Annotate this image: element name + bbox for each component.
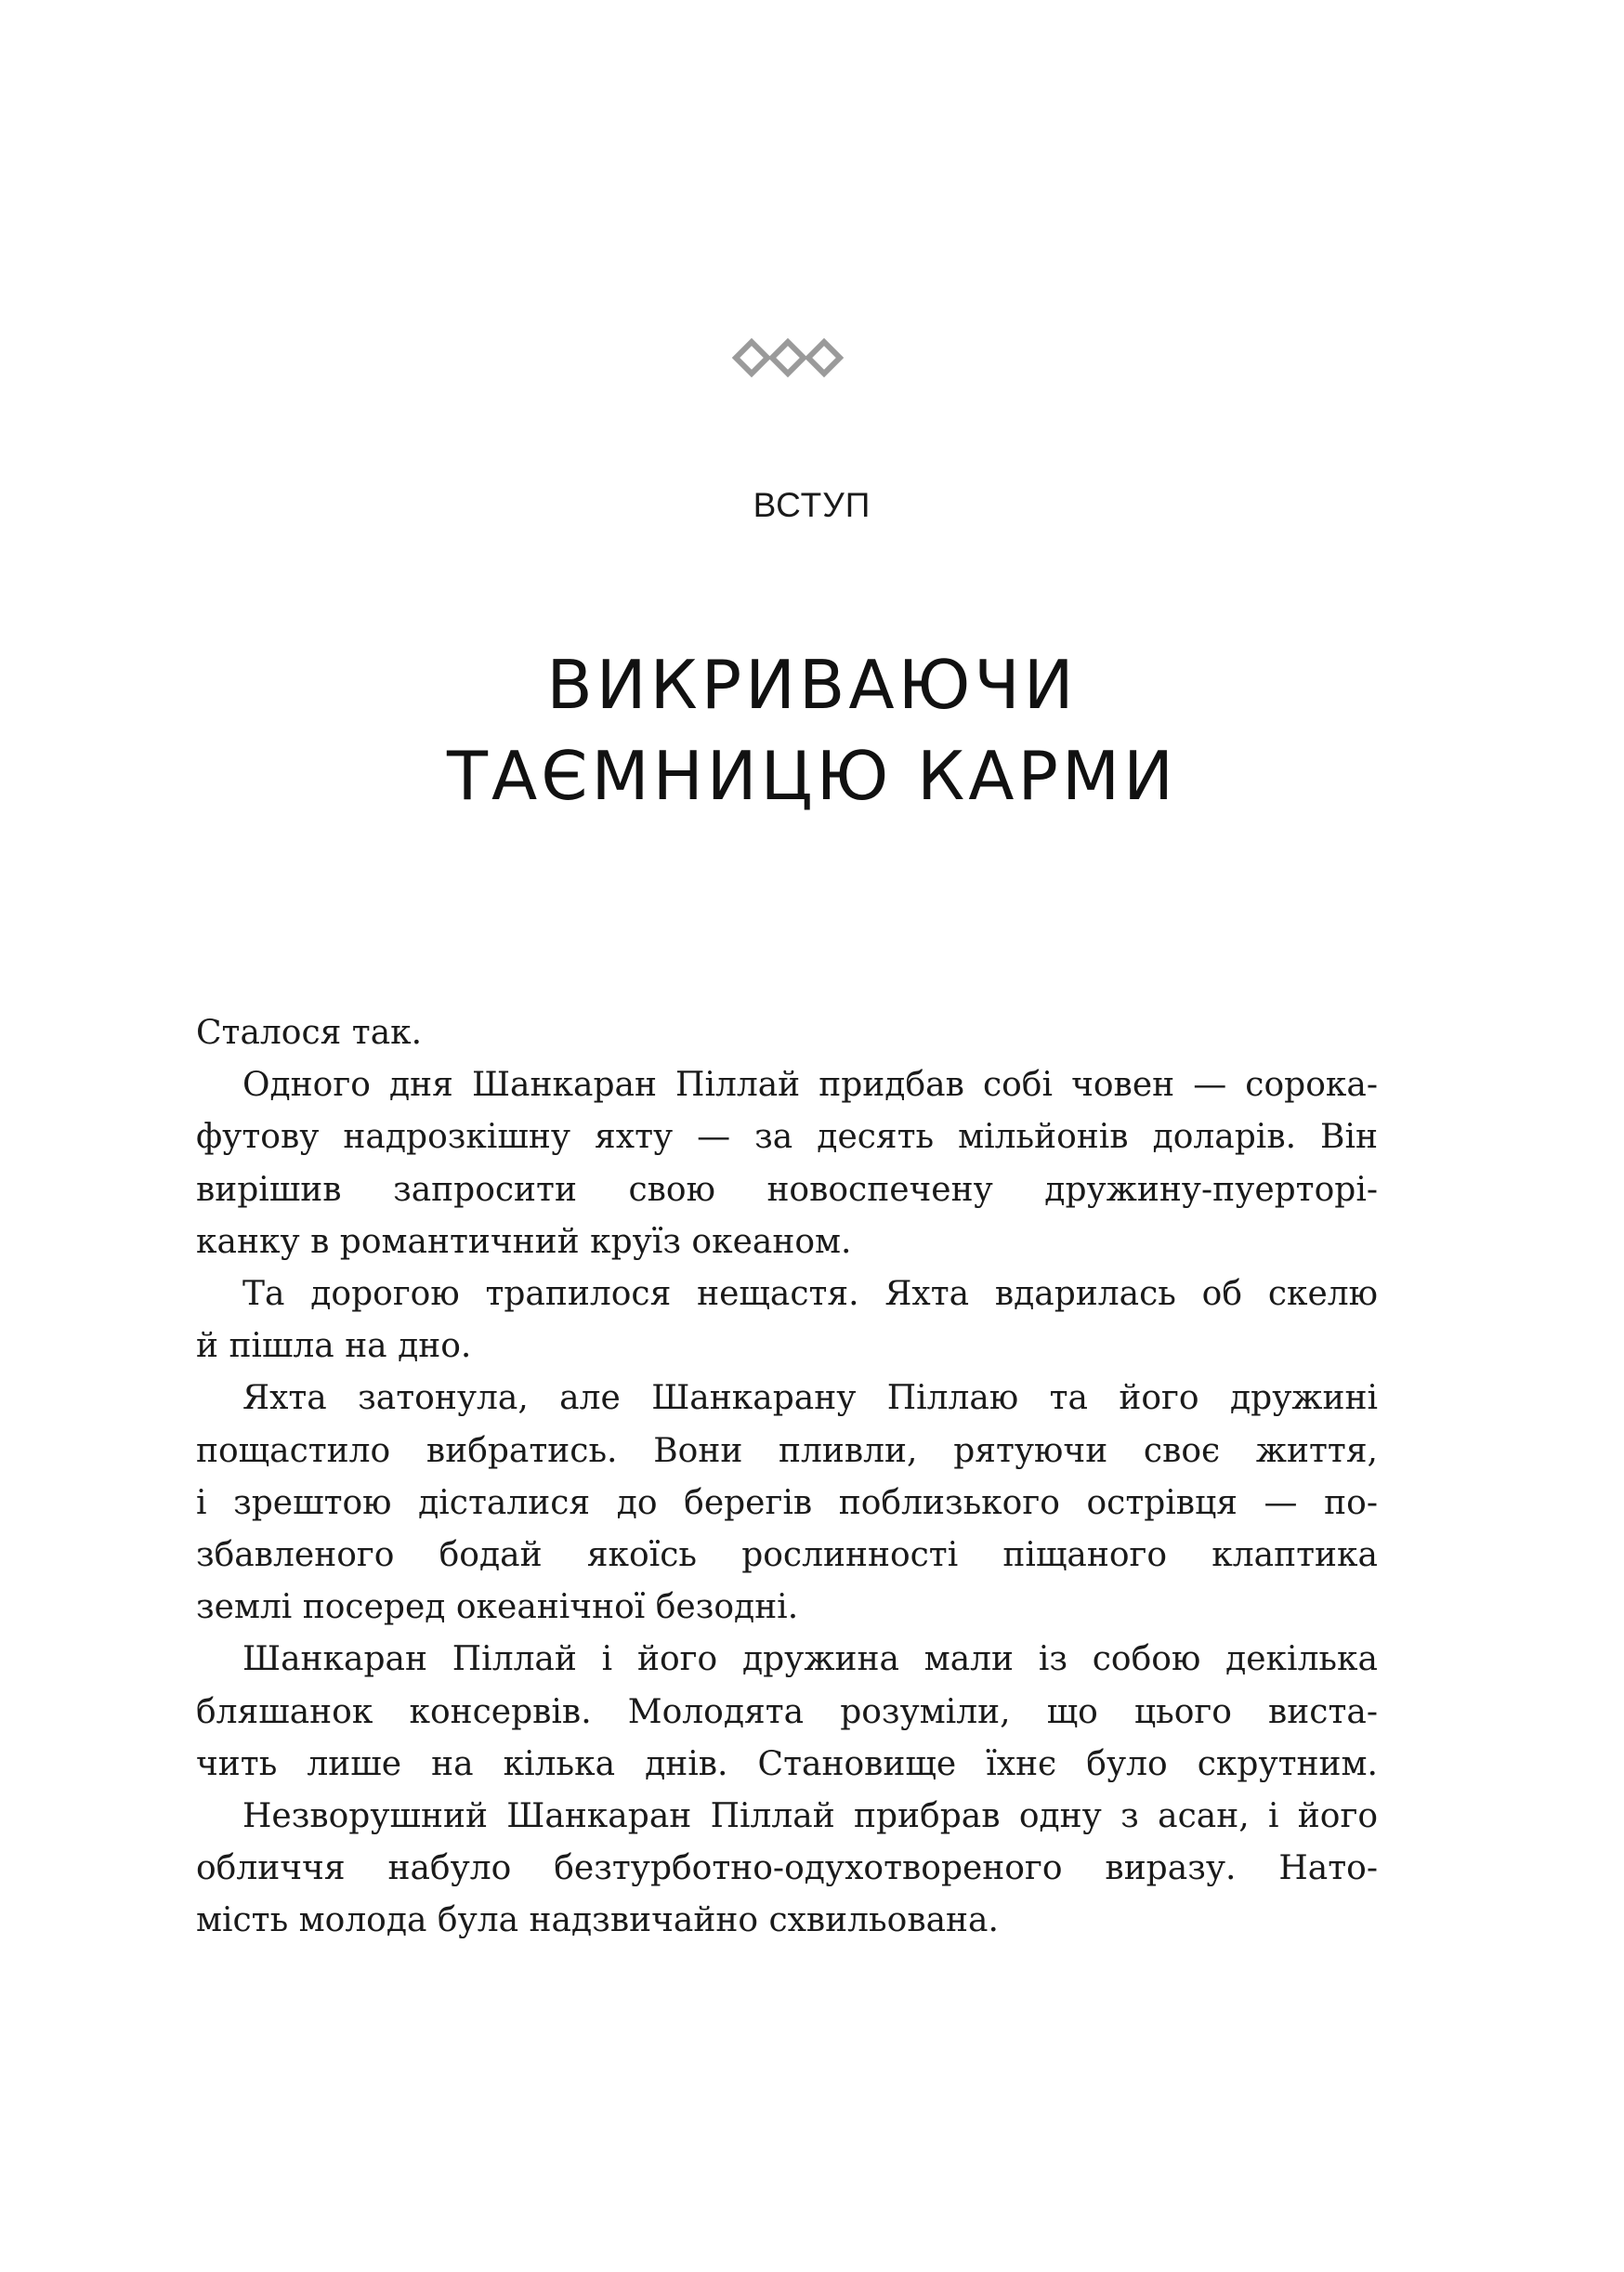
text-line: Та дорогою трапилося нещастя. Яхта вдарилась об скелю bbox=[242, 1275, 1378, 1314]
three-diamonds-ornament-icon bbox=[0, 333, 1624, 383]
text-line: футову надрозкішну яхту — за десять мільйонів доларів. Він bbox=[196, 1118, 1378, 1157]
text-line: й пішла на дно. bbox=[196, 1327, 472, 1366]
text-line: обличчя набуло безтурботно-одухотвореного виразу. Нато- bbox=[196, 1849, 1378, 1888]
text-line: і зрештою дісталися до берегів поблизького острівця — по- bbox=[196, 1483, 1378, 1522]
text-line: Сталося так. bbox=[196, 1014, 423, 1052]
text-line: вирішив запросити свою новоспечену дружину-пуерторі- bbox=[196, 1170, 1378, 1209]
text-line: канку в романтичний круїз океаном. bbox=[196, 1222, 852, 1261]
text-line: чить лише на кілька днів. Становище їхнє було скрутним. bbox=[196, 1744, 1378, 1783]
section-label: ВСТУП bbox=[753, 486, 871, 524]
chapter-title bbox=[0, 639, 1624, 821]
chapter-title-line-1: ВИКРИВАЮЧИ bbox=[546, 646, 1078, 724]
text-line: Яхта затонула, але Шанкарану Піллаю та його дружині bbox=[242, 1379, 1378, 1418]
chapter-title-line-2: ТАЄМНИЦЮ КАРМИ bbox=[447, 737, 1177, 815]
text-line: пощастило вибратись. Вони пливли, рятуючи своє життя, bbox=[196, 1431, 1378, 1470]
body-text bbox=[196, 1007, 1378, 1948]
text-line: Шанкаран Піллай і його дружина мали із собою декілька bbox=[242, 1640, 1378, 1679]
text-line: збавленого бодай якоїсь рослинності піщаного клаптика bbox=[196, 1536, 1378, 1575]
text-line: землі посеред океанічної безодні. bbox=[196, 1588, 799, 1627]
text-line: бляшанок консервів. Молодята розуміли, що цього виста- bbox=[196, 1692, 1378, 1731]
text-line: Одного дня Шанкаран Піллай придбав собі човен — сорока- bbox=[242, 1066, 1378, 1105]
text-line: мість молода була надзвичайно схвильована. bbox=[196, 1901, 999, 1940]
text-line: Незворушний Шанкаран Піллай прибрав одну з асан, і його bbox=[242, 1797, 1378, 1836]
